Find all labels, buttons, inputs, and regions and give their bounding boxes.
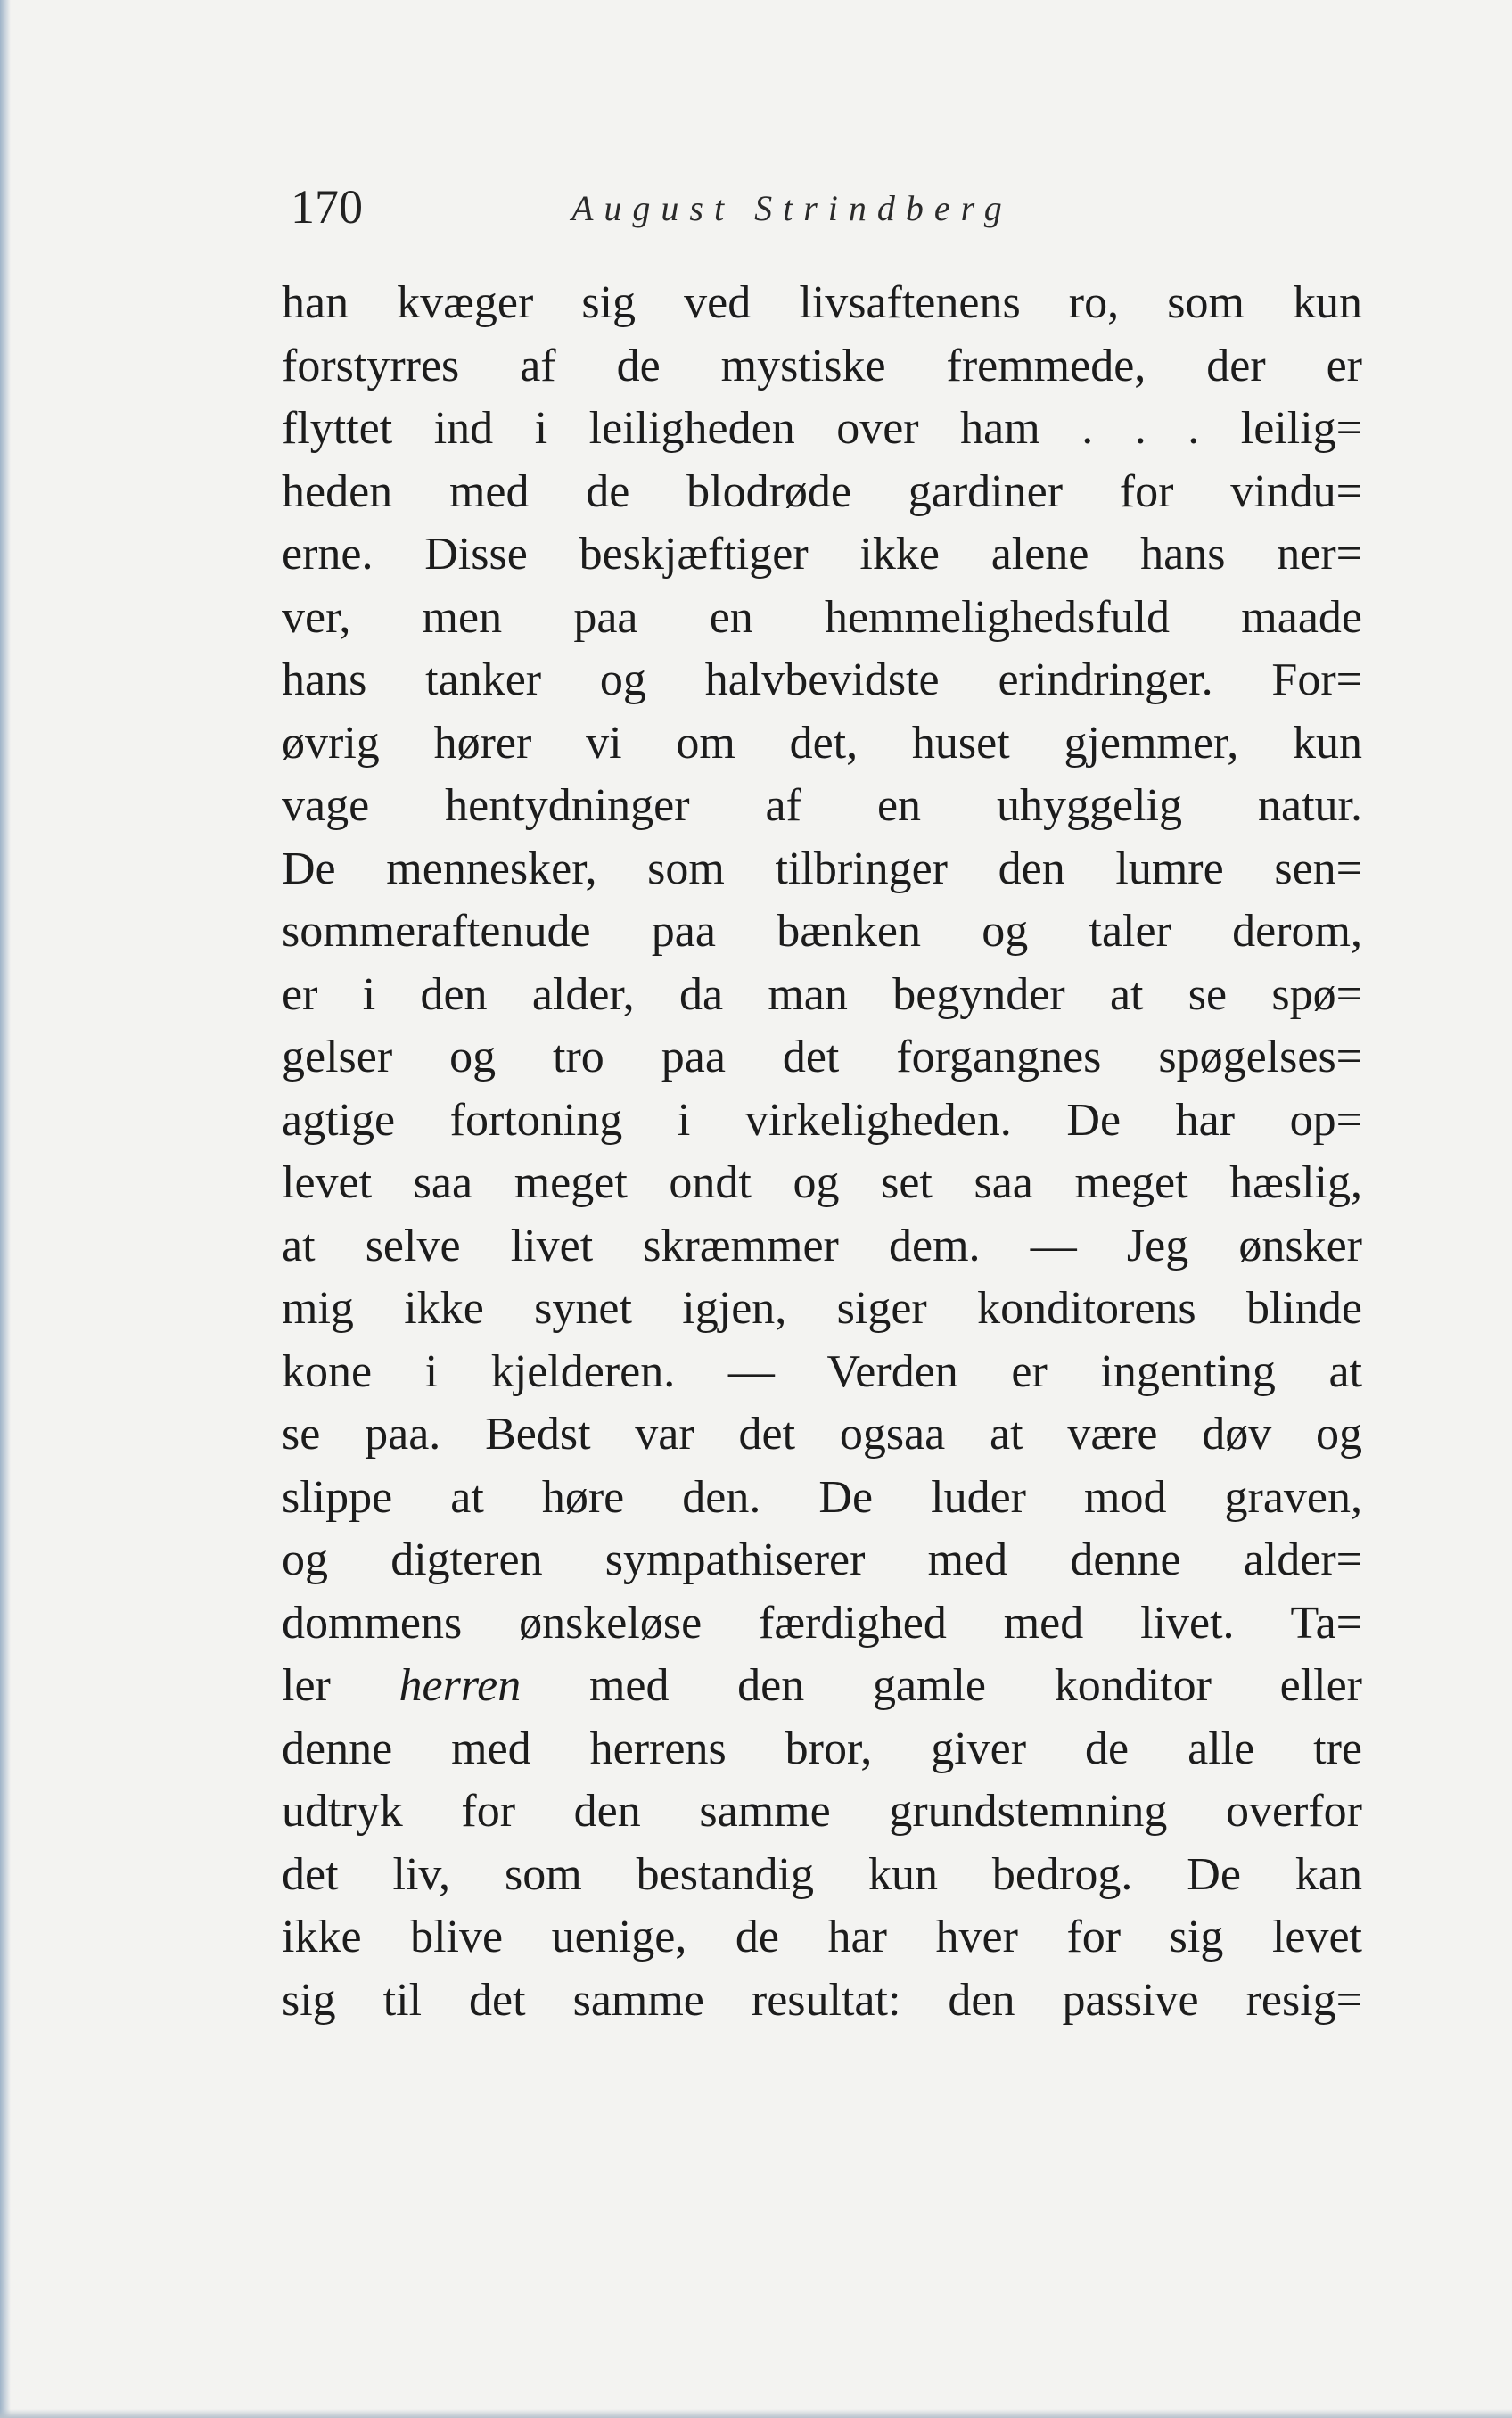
text-line: agtige fortoning i virkeligheden. De har op=	[282, 1094, 1362, 1146]
text-line: erne. Disse beskjæftiger ikke alene hans ner=	[282, 529, 1362, 580]
text-line: han kvæger sig ved livsaftenens ro, som kun	[282, 277, 1362, 328]
text-line: hans tanker og halvbevidste erindringer. For=	[282, 654, 1362, 705]
text-line: heden med de blodrøde gardiner for vindu=	[282, 465, 1362, 517]
page-edge-left	[0, 0, 11, 2418]
page-edge-bottom	[0, 2409, 1512, 2418]
page-number: 170	[291, 180, 363, 234]
text-line: slippe at høre den. De luder mod graven,	[282, 1471, 1362, 1523]
text-line: udtryk for den samme grundstemning overfor	[282, 1786, 1362, 1837]
text-line: De mennesker, som tilbringer den lumre sen=	[282, 843, 1362, 894]
text-line: vage hentydninger af en uhyggelig natur.	[282, 780, 1362, 831]
running-head: August Strindberg	[571, 188, 1013, 228]
text-line: at selve livet skræmmer dem. — Jeg ønsker	[282, 1220, 1362, 1271]
text-line: gelser og tro paa det forgangnes spøgelses=	[282, 1032, 1362, 1082]
text-segment: med den gamle konditor eller	[588, 1660, 1362, 1711]
text-line: er i den alder, da man begynder at se spø=	[282, 968, 1362, 1020]
text-line: se paa. Bedst var det ogsaa at være døv og	[282, 1409, 1362, 1460]
text-line: det liv, som bestandig kun bedrog. De kan	[282, 1848, 1362, 1900]
text-line: kone i kjelderen. — Verden er ingenting at	[282, 1345, 1362, 1397]
text-line: flyttet ind i leiligheden over ham . . . leilig=	[282, 403, 1362, 454]
text-line: forstyrres af de mystiske fremmede, der er	[282, 340, 1362, 391]
text-line: denne med herrens bror, giver de alle tre	[282, 1723, 1362, 1774]
text-line: mig ikke synet igjen, siger konditorens blinde	[282, 1283, 1362, 1334]
text-segment: ler	[282, 1660, 331, 1711]
text-line: sig til det samme resultat: den passive resig=	[282, 1974, 1362, 2026]
text-line-with-italic	[282, 1655, 1362, 1718]
text-line: levet saa meget ondt og set saa meget hæslig,	[282, 1157, 1362, 1208]
page-header	[291, 175, 1360, 246]
text-line: ver, men paa en hemmelighedsfuld maade	[282, 591, 1362, 643]
italic-text-segment: herren	[399, 1660, 522, 1711]
text-line: dommens ønskeløse færdighed med livet. Ta=	[282, 1597, 1362, 1649]
text-line: sommeraftenude paa bænken og taler derom,	[282, 906, 1362, 957]
text-line: ikke blive uenige, de har hver for sig levet	[282, 1912, 1362, 1962]
body-text	[282, 272, 1362, 2032]
text-line: og digteren sympathiserer med denne alder=	[282, 1534, 1362, 1585]
text-line: øvrig hører vi om det, huset gjemmer, kun	[282, 717, 1362, 769]
